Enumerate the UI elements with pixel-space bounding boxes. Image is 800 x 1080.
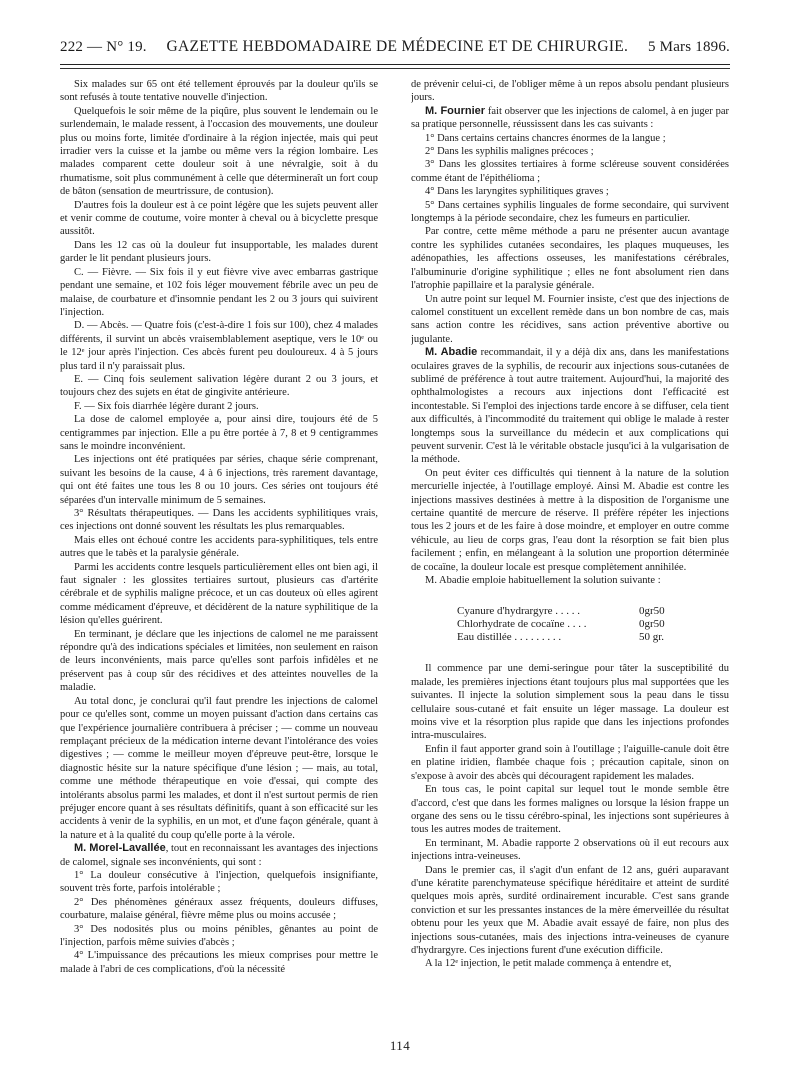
paragraph: Quelquefois le soir même de la piqûre, plus souvent le lendemain ou le surlendemain, le malade ressent, à l'occasion des mouvements, une douleur plus ou moins forte, limitée d'ordinaire à la région injectée, mais qui peut irradier vers la cuisse et la jambe ou même vers la région lombaire. Les malades comparent cette douleur soit à une névralgie, soit à du rhumatisme, soit plus communément à celle que détermineraît un fort coup de bâton (sensation de meurtrissure, de contusion).: [60, 105, 378, 198]
page-number-issue: 222 — N° 19.: [60, 39, 147, 55]
formula-row: [457, 605, 687, 618]
list-item: 3° Dans les glossites tertiaires à forme scléreuse souvent considérées comme étant de l'épithélioma ;: [411, 159, 729, 184]
paragraph: Les injections ont été pratiquées par séries, chaque série comprenant, suivant les besoins de la cause, 4 à 6 injections, très rarement davantage, qui ont été faites une tous les 8 ou 10 jours. Ces séries ont toujours été séparées d'un intervalle minimum de 5 semaines.: [60, 454, 378, 506]
list-item: 1° La douleur consécutive à l'injection, quelquefois insignifiante, souvent très forte, parfois intolérable ;: [60, 869, 378, 895]
paragraph: Dans le premier cas, il s'agit d'un enfant de 12 ans, guéri auparavant d'une kératite parenchymateuse spécifique héréditaire et atteint de surdité quelques mois après, surdité ordinairement incurable. C'est sans grande conviction et sur les pressantes instances de la mère émerveillée du résultat obtenu pour les yeux que M. Abadie avait essayé de faire, non plus des injections sous-cutanées, mais des injections intra-veineuses de cyanure d'hydrargyre. Ces injections furent d'une exécution difficile.: [411, 864, 729, 956]
morel-lavallee-paragraph: M. Morel-Lavallée, tout en reconnaissant les avantages des injections de calomel, signale ses inconvénients, qui sont :: [60, 842, 378, 868]
list-item: 4° Dans les laryngites syphilitiques graves ;: [425, 186, 609, 198]
list-item: 5° Dans certaines syphilis linguales de forme secondaire, qui survivent longtemps à la période secondaire, chez les fumeurs en particulier.: [411, 199, 729, 225]
paragraph: En tous cas, le point capital sur lequel tout le monde semble être d'accord, c'est que dans les formes malignes ou lorsque la lésion frappe un organe des sens ou le tissu cérébro-spinal, les injections sont supérieures à tous les autres modes de traitement.: [411, 784, 729, 836]
list-item: 4° L'impuissance des précautions les mieux comprises pour mettre le malade à l'abri de ces complications, d'où la nécessité: [60, 950, 378, 975]
list-item: 3° Des nodosités plus ou moins pénibles, gênantes au point de l'injection, parfois même suivies d'abcès ;: [60, 923, 378, 948]
ingredient-dose: 50 gr.: [639, 631, 665, 644]
left-column: [60, 78, 378, 1046]
list-item: 2° Dans les syphilis malignes précoces ;: [425, 146, 594, 158]
ingredient-name: Chlorhydrate de cocaïne . . . .: [457, 618, 587, 631]
speaker-name: M. Morel-Lavallée: [74, 842, 166, 855]
abadie-paragraph: M. Abadie recommandait, il y a déjà dix ans, dans les manifestations oculaires graves de la syphilis, de recourir aux injections sous-cutanées de sublimé de préférence à tout autre traitement. Aujourd'hui, la majorité des ophthalmologistes a recours aux injections dont l'efficacité est incontestable. Si l'emploi des injections tarde encore à se diffuser, cela tient aux difficultés, à l'incommodité du traitement qui oblige le malade à rester longtemps sous la surveillance du médecin et aux complications qui peuvent survenir. C'est là le véritable obstacle jusqu'ici à la vulgarisation de la méthode.: [411, 346, 729, 466]
paragraph: Six malades sur 65 ont été tellement éprouvés par la douleur qu'ils se sont refusés à toute tentative nouvelle d'injection.: [60, 79, 378, 104]
header-rule-thin: [60, 68, 730, 69]
folio-number: 114: [389, 1038, 411, 1053]
paragraph: Parmi les accidents contre lesquels particulièrement elles ont bien agi, il faut signaler : les glossites tertiaires surtout, plusieurs cas d'artérite cérébrale et de syphilis maligne précoce, et un cas douteux où elles agirent comme médicament d'épreuve, et décidèrent de la nature syphilitique de la lésion qu'elles guérirent.: [60, 561, 378, 627]
formula-row: [457, 618, 687, 631]
paragraph: Enfin il faut apporter grand soin à l'outillage ; l'aiguille-canule doit être en platine iridien, flambée chaque fois ; précaution capitale, sinon on s'expose à avoir des abcès qui découragent rapidement les malades.: [411, 743, 729, 782]
speaker-name: M. Fournier: [425, 104, 486, 117]
ingredient-name: Cyanure d'hydrargyre . . . . .: [457, 605, 581, 618]
paragraph: Par contre, cette même méthode a paru ne présenter aucun avantage contre les syphilides cutanées secondaires, les plaques muqueuses, les adénopathies, les affections osseuses, les manifestations cérébrales, l'albuminurie d'origine syphilitique ; elles ne font absolument rien dans l'atrophie papillaire et la paralysie générale.: [411, 226, 729, 292]
journal-title: GAZETTE HEBDOMADAIRE DE MÉDECINE ET DE CHIRURGIE.: [166, 38, 629, 55]
ingredient-dose: 0gr50: [639, 605, 665, 618]
paragraph: En terminant, je déclare que les injections de calomel ne me paraissent répondre qu'à des indications spéciales et limitées, non seulement en raison de leurs inconvénients, mais parce qu'elles sont parfois infidèles et ne préservent pas à coup sûr des récidives et des atteintes nouvelles de la maladie.: [60, 628, 378, 694]
issue-date: 5 Mars 1896.: [648, 39, 730, 55]
paragraph: La dose de calomel employée a, pour ainsi dire, toujours été de 5 centigrammes par injection. Elle a pu être portée à 7, 8 et 9 centigrammes sans le moindre inconvénient.: [60, 414, 378, 452]
speaker-name: M. Abadie: [425, 346, 478, 359]
header-rule-thick: [60, 64, 730, 65]
running-header: [60, 38, 730, 62]
paragraph: C. — Fièvre. — Six fois il y eut fièvre vive avec embarras gastrique pendant une semaine, et 102 fois léger mouvement fébrile avec un peu de malaise, de courbature et d'insomnie pendant les 2 ou 3 jours qui suivirent l'injection.: [60, 266, 378, 318]
paragraph: M. Abadie emploie habituellement la solution suivante :: [425, 575, 661, 587]
paragraph: F. — Six fois diarrhée légère durant 2 jours.: [74, 400, 259, 412]
fournier-paragraph: M. Fournier fait observer que les injections de calomel, à en juger par sa pratique personnelle, réussissent dans les cas suivants :: [411, 104, 729, 131]
paragraph: Il commence par une demi-seringue pour tâter la susceptibilité du malade, les premières injections étant toujours plus mal supportées que les suivantes. Il injecte la solution simplement sous la peau dans le tissu cellulaire sous-cutané et fait ensuite un léger massage. La douleur est moins vive et la résorption plus rapide que dans les injections profondes intra-musculaires.: [411, 663, 729, 742]
formula-row: [457, 631, 687, 644]
paragraph: Un autre point sur lequel M. Fournier insiste, c'est que des injections de calomel constituent un excellent remède dans un bon nombre de cas, mais sans action contre les récidives, sans action préventive abortive ou jugulante.: [411, 293, 729, 345]
paragraph: Dans les 12 cas où la douleur fut insupportable, les malades durent garder le lit pendant plusieurs jours.: [60, 239, 378, 265]
ingredient-name: Eau distillée . . . . . . . . .: [457, 631, 562, 644]
right-column: [411, 78, 729, 1046]
paragraph: 3° Résultats thérapeutiques. — Dans les accidents syphilitiques vrais, ces injections ont donné souvent les résultats les plus remarquables.: [60, 508, 378, 533]
paragraph: D'autres fois la douleur est à ce point légère que les sujets peuvent aller et venir comme de coutume, voire monter à cheval ou à bicyclette presque aussitôt.: [60, 199, 378, 238]
list-item: 1° Dans certains certains chancres énormes de la langue ;: [425, 132, 666, 144]
paragraph: Mais elles ont échoué contre les accidents para-syphilitiques, tels entre autres que le tabès et la paralysie générale.: [60, 534, 378, 560]
ingredient-dose: 0gr50: [639, 618, 665, 631]
paragraph: Au total donc, je conclurai qu'il faut prendre les injections de calomel pour ce qu'elles sont, comme un moyen puissant d'action dans certains cas que l'expérience journalière contribuera à préciser ; — comme un nouveau remplaçant précieux de la médication interne devant l'intolérance des voies digestives ; — comme le meilleur moyen d'épreuve peut-être, lorsque le diagnostic hésite sur la nature spécifique d'une lésion ; — mais, au total, comme une méthode thérapeutique en voie d'essai, qui compte des intolérants absolus parmi les malades, et dont il n'est surtout permis de rien préjuger encore quant à ses résultats définitifs, quant à son efficacité sur les accidents à venir de la syphilis, en un mot, et d'une façon générale, quant à la nature et à la qualité du coup qu'elle porte à la vérole.: [60, 695, 378, 841]
paragraph: A la 12ᵉ injection, le petit malade commença à entendre et,: [425, 958, 672, 970]
formula-block: [457, 605, 729, 644]
paragraph: En terminant, M. Abadie rapporte 2 observations où il eut recours aux injections intra-veineuses.: [411, 837, 729, 863]
list-item: 2° Des phénomènes généraux assez fréquents, douleurs diffuses, courbature, malaise général, fièvre même plus ou moins accusée ;: [60, 896, 378, 922]
paragraph-continuation: de prévenir celui-ci, de l'obliger même à un repos absolu pendant plusieurs jours.: [411, 79, 729, 104]
paragraph: E. — Cinq fois seulement salivation légère durant 2 ou 3 jours, et toujours chez des sujets en état de gingivite antérieure.: [60, 373, 378, 399]
paragraph: On peut éviter ces difficultés qui tiennent à la nature de la solution mercurielle injectée, à l'outillage employé. Ainsi M. Abadie est contre les injections massives destinées à mettre à la disposition de l'organisme une certaine quantité de mercure de réserve. Il préfère répéter les injections tous les 2 jours et de les faire à dose moindre, et employer en outre comme véhicule, au lieu de corps gras, l'eau dont la résorption se fait bien plus facilement ; enfin, en mélangeant à la solution une proportion déterminée de cocaïne, la douleur locale est presque complètement annihilée.: [411, 467, 729, 573]
paragraph: D. — Abcès. — Quatre fois (c'est-à-dire 1 fois sur 100), chez 4 malades différents, il survint un abcès vraisemblablement aseptique, vers le 10ᵉ ou le 12ᵉ jour après l'injection. Ces abcès furent peu douloureux. 4 à 5 jours plus tard il n'y paraissait plus.: [60, 320, 378, 372]
